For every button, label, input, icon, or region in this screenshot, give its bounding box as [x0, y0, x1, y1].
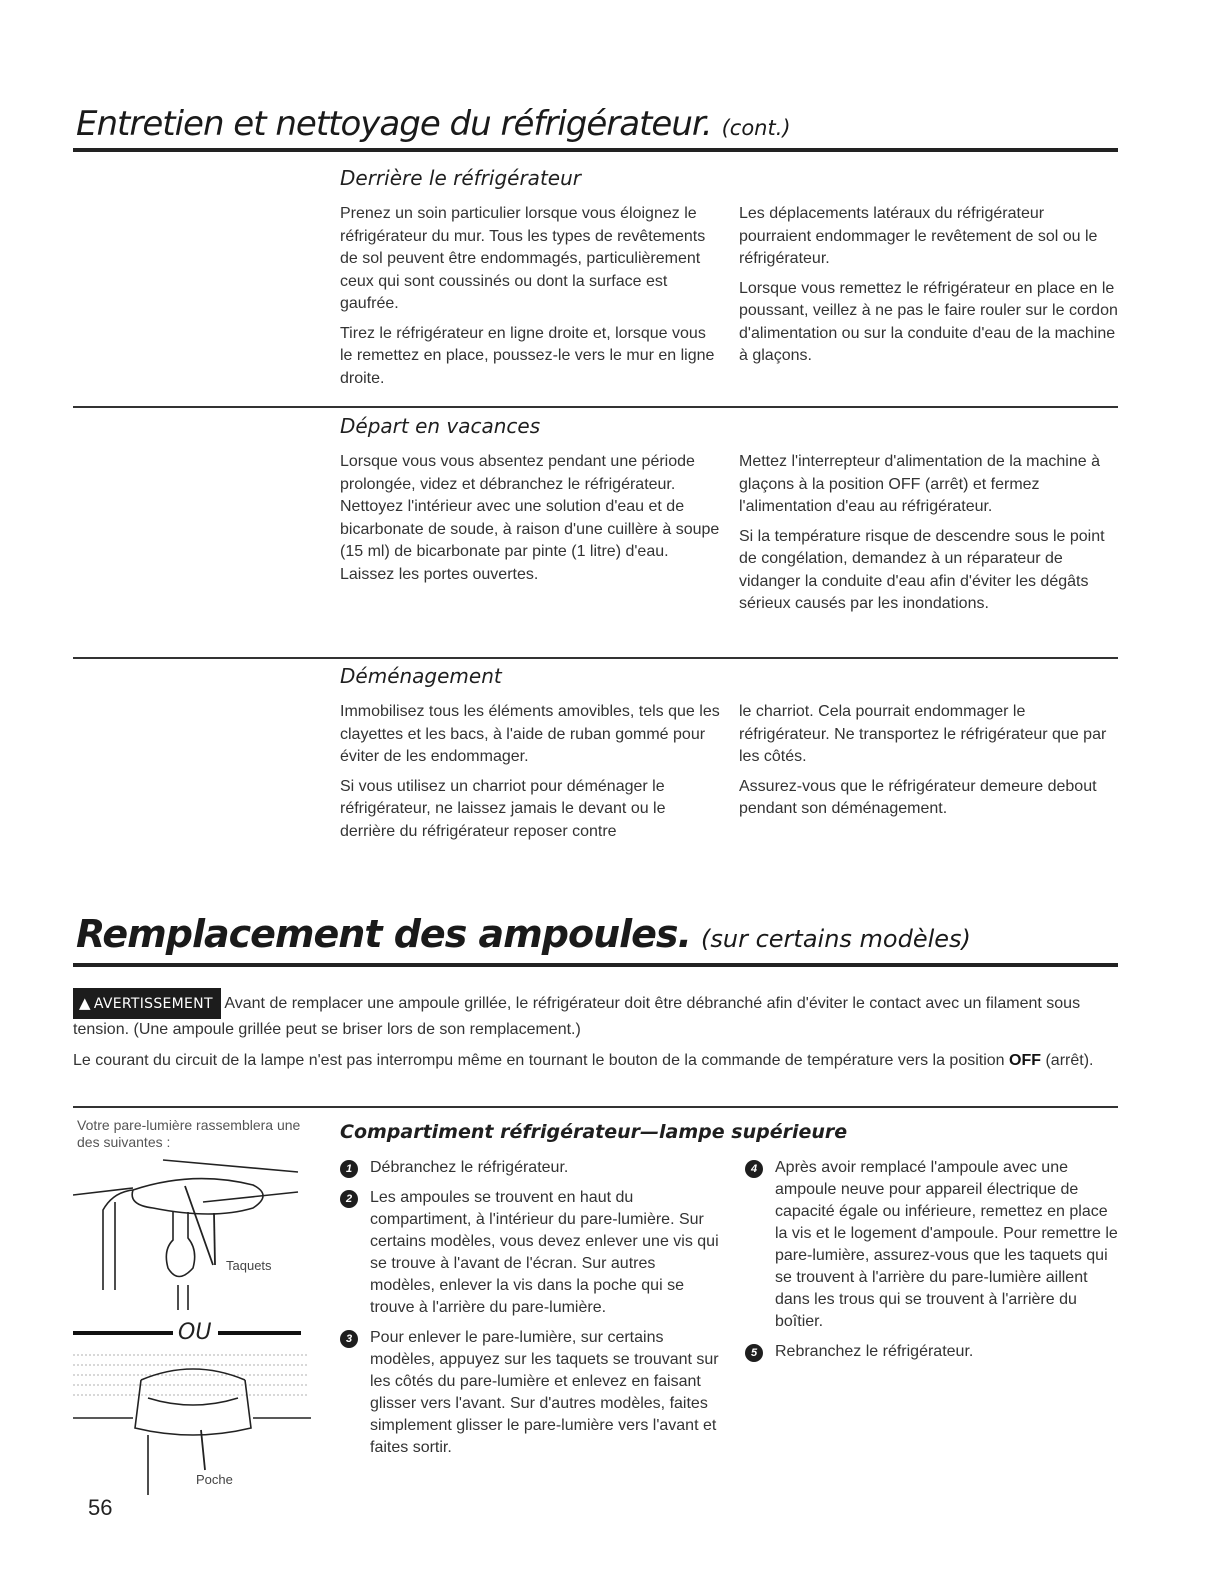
page-number: 56 [88, 1495, 113, 1520]
warning-text: Avant de remplacer une ampoule grillée, le réfrigérateur doit être débranché afin d'éviter le contact avec un filament sous tension. (Une ampoule grillée peut se briser lors de son remplacement.) [73, 995, 1081, 1038]
paragraph: Lorsque vous vous absentez pendant une période prolongée, videz et débranchez le réfrigérateur. Nettoyez l'intérieur avec une solution d'eau et de bicarbonate de soude, à raison d'une cuillère à soupe (15 ml) de bicarbonate par pinte (1 litre) d'eau. Laissez les portes ouvertes. [340, 453, 720, 583]
shield-with-pocket-drawing [73, 1369, 311, 1495]
divider [73, 657, 1118, 659]
step-5 [745, 1341, 1120, 1363]
note-text: Le courant du circuit de la lampe n'est pas interrompu même en tournant le bouton de la commande de température vers la position [73, 1052, 1010, 1069]
taquets-arrows [185, 1186, 215, 1265]
step-4 [745, 1157, 1120, 1333]
title-suffix: (sur certains modèles) [701, 925, 971, 953]
divider [73, 406, 1118, 408]
section-title-entretien [76, 104, 791, 144]
heading-derriere: Derrière le réfrigérateur [340, 166, 581, 190]
step-text: Après avoir remplacé l'ampoule avec une ampoule neuve pour appareil électrique de capacité égale ou inférieure, remettez en place la vis et le logement d'ampoule. Pour remettre le pare-lumière, assurez-vous que les taquets qui se trouvent à l'arrière du pare-lumière aillent dans les trous qui se trouvent à l'arrière du boîtier. [775, 1159, 1118, 1330]
step-number: 3 [340, 1330, 358, 1348]
paragraph: le charriot. Cela pourrait endommager le réfrigérateur. Ne transportez le réfrigérateur que par les côtés. [739, 703, 1107, 765]
steps-right-column [745, 1157, 1120, 1371]
paragraph: Tirez le réfrigérateur en ligne droite et, lorsque vous le remettez en place, poussez-le vers le mur en ligne droite. [340, 324, 715, 387]
warning-paragraph [73, 988, 1118, 1041]
paragraph: Si vous utilisez un charriot pour déménager le réfrigérateur, ne laissez jamais le devant ou le derrière du réfrigérateur reposer contre [340, 777, 666, 840]
paragraph: Mettez l'interrepteur d'alimentation de la machine à glaçons à la position OFF (arrêt) et fermez l'alimentation d'eau au réfrigérateur. [739, 453, 1100, 515]
title-text: Entretien et nettoyage du réfrigérateur. [76, 104, 712, 144]
derriere-right-column [739, 203, 1119, 375]
step-text: Débranchez le réfrigérateur. [370, 1159, 569, 1176]
title-rule [73, 148, 1118, 152]
step-2 [340, 1187, 720, 1319]
steps-left-column [340, 1157, 720, 1467]
paragraph: Si la température risque de descendre sous le point de congélation, demandez à un réparateur de vidanger la conduite d'eau afin d'éviter les dégâts sérieux causés par les inondations. [739, 527, 1105, 612]
step-number: 1 [340, 1160, 358, 1178]
vacances-right-column [739, 451, 1119, 623]
paragraph: Lorsque vous remettez le réfrigérateur en place en le poussant, veillez à ne pas le faire rouler sur le cordon d'alimentation ou sur la conduite d'eau de la machine à glaçons. [739, 279, 1118, 364]
demenagement-left-column [340, 701, 720, 850]
paragraph: Prenez un soin particulier lorsque vous éloignez le réfrigérateur du mur. Tous les types de revêtements de sol peuvent être endommagés, particulièrement ceux qui sont coussinés ou dont la surface est gaufrée. [340, 205, 706, 312]
note-off: OFF [1009, 1052, 1042, 1069]
ceiling-texture [73, 1355, 308, 1395]
title-suffix: (cont.) [721, 116, 791, 140]
label-poche: Poche [196, 1472, 233, 1487]
paragraph: Immobilisez tous les éléments amovibles, tels que les clayettes et les bacs, à l'aide de ruban gommé pour éviter de les endommager. [340, 703, 720, 765]
title-rule [73, 963, 1118, 967]
warning-badge [73, 988, 221, 1019]
subheading-lampe-superieure: Compartiment réfrigérateur—lampe supérieure [340, 1121, 848, 1143]
step-number: 4 [745, 1160, 763, 1178]
shield-with-tabs-drawing [73, 1160, 298, 1310]
step-number: 2 [340, 1190, 358, 1208]
heading-vacances: Départ en vacances [340, 414, 541, 438]
paragraph: Les déplacements latéraux du réfrigérateur pourraient endommager le revêtement de sol ou le réfrigérateur. [739, 205, 1098, 267]
title-text: Remplacement des ampoules. [76, 912, 691, 956]
heading-demenagement: Déménagement [340, 664, 502, 688]
paragraph: Assurez-vous que le réfrigérateur demeure debout pendant son déménagement. [739, 777, 1097, 817]
step-text: Pour enlever le pare-lumière, sur certains modèles, appuyez sur les taquets se trouvant sur les côtés du pare-lumière et enlevez en faisant glisser vers l'avant. Sur d'autres modèles, faites simplement glisser le pare-lumière vers l'avant et faites sortir. [370, 1329, 719, 1456]
warning-badge-label: AVERTISSEMENT [93, 996, 213, 1012]
figure-caption: Votre pare-lumière rassemblera une des suivantes : [77, 1117, 301, 1150]
warning-triangle-icon: ▲ [79, 994, 91, 1012]
step-3 [340, 1327, 720, 1459]
vacances-left-column [340, 451, 720, 593]
label-ou: OU [178, 1320, 212, 1345]
demenagement-right-column [739, 701, 1119, 828]
step-1 [340, 1157, 720, 1179]
section-title-ampoules [76, 912, 971, 956]
divider [73, 1106, 1118, 1108]
derriere-left-column [340, 203, 720, 397]
note-paragraph [73, 1050, 1118, 1072]
step-text: Rebranchez le réfrigérateur. [775, 1343, 974, 1360]
poche-arrow [201, 1430, 205, 1470]
note-text-end: (arrêt). [1041, 1052, 1094, 1069]
step-text: Les ampoules se trouvent en haut du compartiment, à l'intérieur du pare-lumière. Sur certains modèles, vous devez enlever une vis qui se trouve à l'avant de l'écran. Sur autres modèles, enlever la vis dans la poche qui se trouve à l'arrière du pare-lumière. [370, 1189, 719, 1316]
label-taquets: Taquets [226, 1258, 272, 1273]
step-number: 5 [745, 1344, 763, 1362]
